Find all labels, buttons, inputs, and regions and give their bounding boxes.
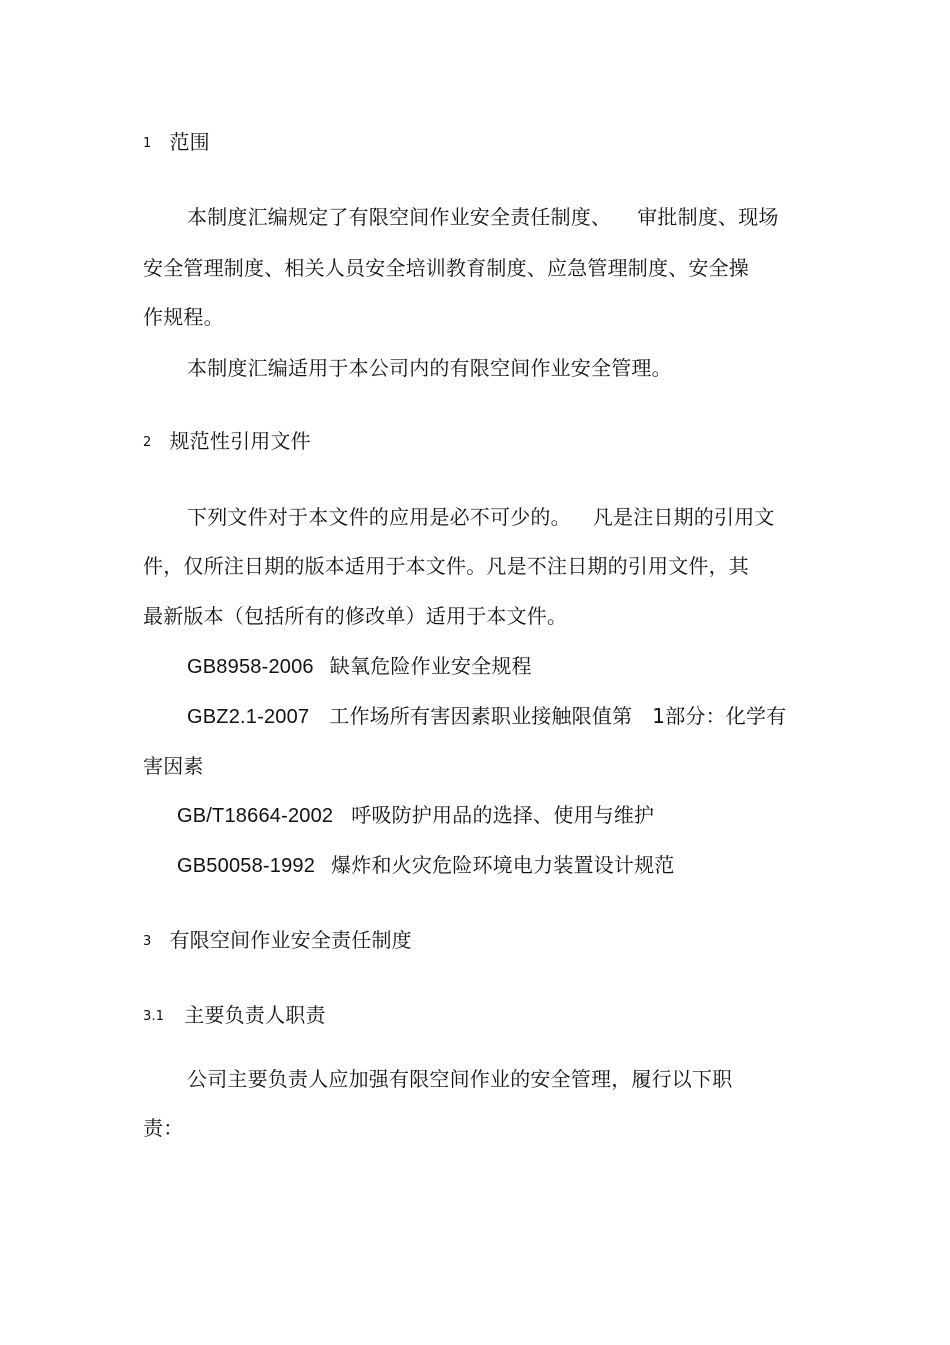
section-title: 有限空间作业安全责任制度 bbox=[169, 928, 412, 952]
subsection-heading-3-1 bbox=[143, 1002, 326, 1030]
section-heading-1 bbox=[143, 129, 210, 157]
text-run: 凡是注日期的引用文 bbox=[592, 505, 775, 529]
reference-code: GB50058-1992 bbox=[177, 855, 316, 877]
text-run: 本制度汇编规定了有限空间作业安全责任制度、 bbox=[187, 205, 612, 229]
paragraph-line: 公司主要负责人应加强有限空间作业的安全管理，履行以下职 bbox=[187, 1067, 733, 1091]
reference-item bbox=[177, 852, 674, 879]
subsection-title: 主要负责人职责 bbox=[184, 1003, 326, 1027]
section-number: 3 bbox=[143, 934, 152, 949]
reference-title: 缺氧危险作业安全规程 bbox=[329, 654, 532, 678]
section-title: 规范性引用文件 bbox=[169, 429, 311, 453]
reference-title: 呼吸防护用品的选择、使用与维护 bbox=[351, 803, 655, 827]
paragraph-line bbox=[187, 504, 775, 530]
paragraph-line: 本制度汇编适用于本公司内的有限空间作业安全管理。 bbox=[187, 356, 672, 380]
section-number: 2 bbox=[143, 435, 152, 450]
reference-item bbox=[177, 802, 654, 829]
reference-title: 爆炸和火灾危险环境电力装置设计规范 bbox=[331, 853, 675, 877]
section-heading-2 bbox=[143, 428, 311, 456]
reference-code: GBZ2.1-2007 bbox=[187, 706, 310, 728]
section-title: 范围 bbox=[169, 130, 210, 154]
reference-title: 1部分：化学有 bbox=[652, 704, 787, 728]
paragraph-line: 作规程。 bbox=[143, 305, 224, 329]
reference-title: 工作场所有害因素职业接触限值第 bbox=[329, 704, 633, 728]
section-heading-3 bbox=[143, 927, 412, 955]
text-run: 下列文件对于本文件的应用是必不可少的。 bbox=[187, 505, 571, 529]
paragraph-line: 最新版本（包括所有的修改单）适用于本文件。 bbox=[143, 604, 568, 628]
paragraph-line: 件，仅所注日期的版本适用于本文件。凡是不注日期的引用文件，其 bbox=[143, 554, 749, 578]
reference-code: GB8958-2006 bbox=[187, 656, 314, 678]
paragraph-line: 安全管理制度、相关人员安全培训教育制度、应急管理制度、安全操 bbox=[143, 256, 749, 280]
paragraph-line bbox=[187, 204, 779, 230]
reference-item bbox=[187, 653, 532, 680]
reference-item-continued: 害因素 bbox=[143, 754, 204, 778]
reference-item bbox=[187, 703, 786, 730]
subsection-number: 3.1 bbox=[143, 1009, 165, 1024]
section-number: 1 bbox=[143, 136, 152, 151]
reference-code: GB/T18664-2002 bbox=[177, 805, 334, 827]
paragraph-line: 责： bbox=[143, 1116, 184, 1140]
text-run: 审批制度、现场 bbox=[637, 205, 779, 229]
